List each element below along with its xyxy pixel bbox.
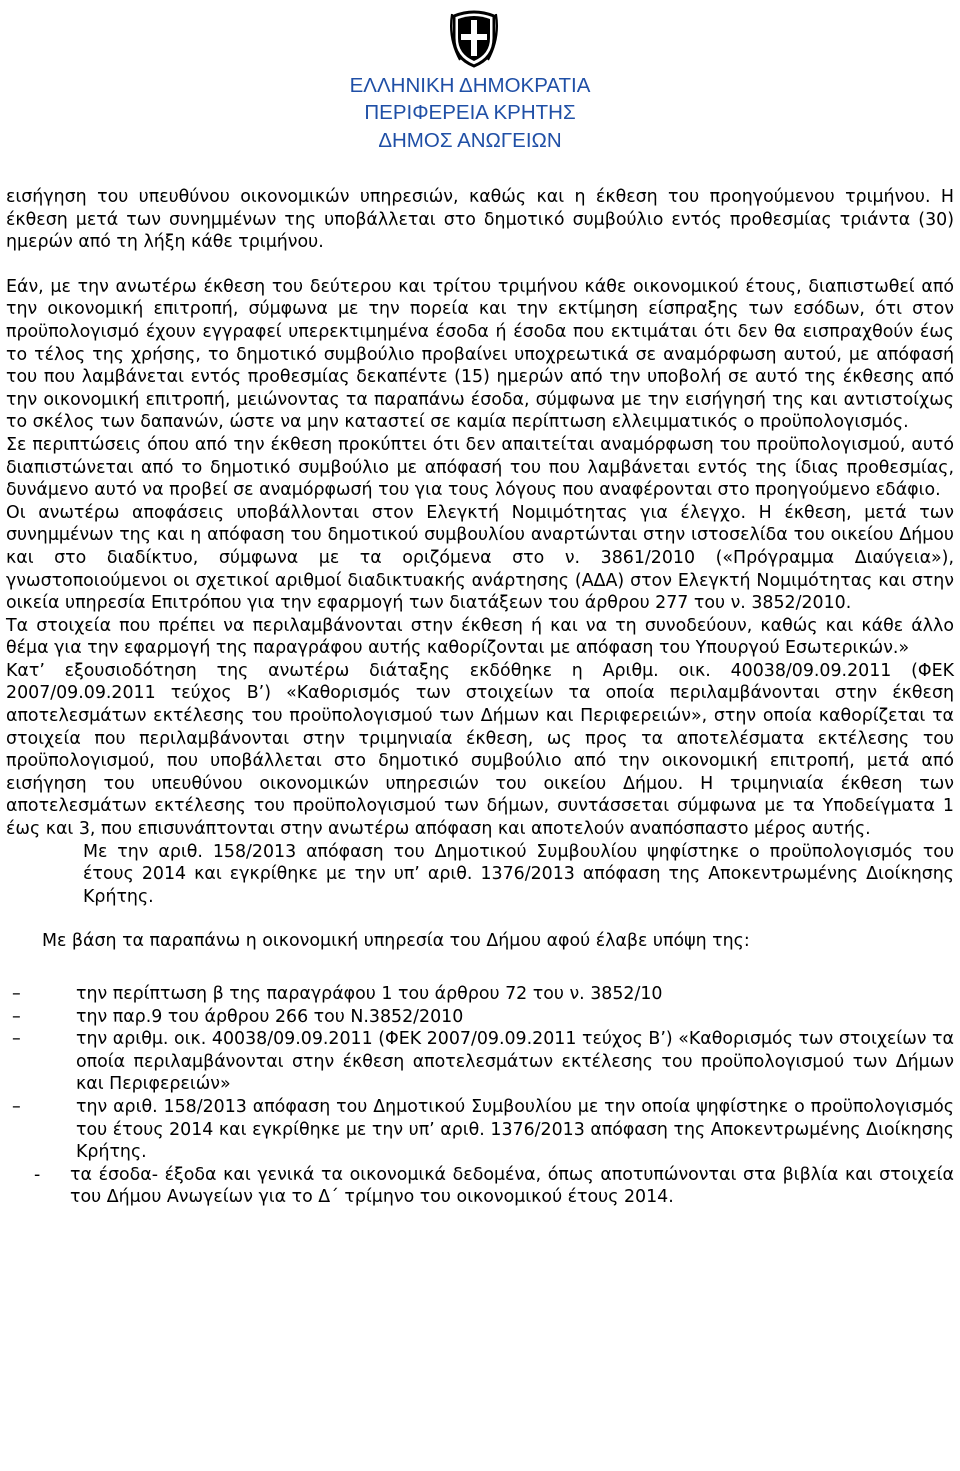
document-body [6, 186, 954, 1209]
list-dash: – [12, 1029, 21, 1050]
paragraph: Με βάση τα παραπάνω η οικονομική υπηρεσία του Δήμου αφού έλαβε υπόψη της: [42, 931, 750, 952]
list-dash: – [12, 984, 21, 1004]
header-region: ΠΕΡΙΦΕΡΕΙΑ ΚΡΗΤΗΣ [364, 101, 576, 124]
list-item-text: την αριθμ. οικ. 40038/09.09.2011 (ΦΕΚ 2007/09.09.2011 τεύχος Β’) «Καθορισμός των στοιχείων τα οποία περιλαμβάνονται στην έκθεση αποτελεσμάτων εκτέλεσης του προϋπολογισμού των Δήμων και Περιφερειών» [76, 1029, 954, 1095]
list-item [6, 983, 954, 1006]
paragraph: εισήγηση του υπευθύνου οικονομικών υπηρεσιών, καθώς και η έκθεση του προηγούμενου τριμήνου. Η έκθεση μετά των συνημμένων της υποβάλλεται στο δημοτικό συμβούλιο εντός προθεσμίας τριάντα (30) ημερών από τη λήξη κάθε τριμήνου. [6, 187, 954, 253]
list-dash: – [12, 1096, 21, 1117]
header-country: ΕΛΛΗΝΙΚΗ ΔΗΜΟΚΡΑΤΙΑ [349, 74, 591, 97]
paragraph: Εάν, με την ανωτέρω έκθεση του δεύτερου και τρίτου τριμήνου κάθε οικονομικού έτους, διαπιστωθεί από την οικονομική επιτροπή, σύμφωνα με την πορεία και την εκτίμηση είσπραξης των εσόδων, ότι στον προϋπολογισμό έχουν εγγραφεί υπερεκτιμημένα έσοδα ή έσοδα που εκτιμάται ότι δεν θα εισπραχθούν έως το τέλος της χρήσης, το δημοτικό συμβούλιο προβαίνει υποχρεωτικά σε αναμόρφωση αυτού, με απόφασή του που λαμβάνεται εντός προθεσμίας δεκαπέντε (15) ημερών από την υποβολή σε αυτό της έκθεσης από την οικονομική επιτροπή, μειώνοντας τα παραπάνω έσοδα, σύμφωνα με την εισήγησή της και αντιστοίχως το σκέλος των δαπανών, ώστε να μην καταστεί σε καμία περίπτωση ελλειμματικός ο προϋπολογισμός. [6, 276, 954, 433]
paragraph: Κατ’ εξουσιοδότηση της ανωτέρω διάταξης εκδόθηκε η Αριθμ. οικ. 40038/09.09.2011 (ΦΕΚ 2007/09.09.2011 τεύχος Β’) «Καθορισμός των στοιχείων τα οποία περιλαμβάνονται στην έκθεση αποτελεσμάτων εκτέλεσης του προϋπολογισμού των Δήμων και Περιφερειών», στην οποία καθορίζεται τα στοιχεία που περιλαμβάνονται στην τριμηνιαία έκθεση, ως προς τα αποτελέσματα εκτέλεσης του προϋπολογισμού, που υποβάλλεται στο δημοτικό συμβούλιο από την οικονομική επιτροπή, μετά από εισήγηση του υπευθύνου οικονομικών υπηρεσιών του οικείου Δήμου. Η τριμηνιαία έκθεση των αποτελεσμάτων εκτέλεσης του προϋπολογισμού των δήμων, συντάσσεται σύμφωνα με τα Υποδείγματα 1 έως και 3, που επισυνάπτονται στην ανωτέρω απόφαση και αποτελούν αναπόσπαστο μέρος αυτής. [6, 660, 954, 840]
paragraph: Οι ανωτέρω αποφάσεις υποβάλλονται στον Ελεγκτή Νομιμότητας για έλεγχο. Η έκθεση, μετά των συνημμένων της και η απόφαση του δημοτικού συμβουλίου αναρτώνται στην ιστοσελίδα του οικείου Δήμου και στο διαδίκτυο, σύμφωνα με τα οριζόμενα στο ν. 3861/2010 («Πρόγραμμα Διαύγεια»), γνωστοποιούμενοι οι σχετικοί αριθμοί διαδικτυακής ανάρτησης (ΑΔΑ) στον Ελεγκτή Νομιμότητας και στην οικεία υπηρεσία Επιτρόπου για την εφαρμογή των διατάξεων του άρθρου 277 του ν. 3852/2010. [6, 502, 954, 614]
list-item [6, 1164, 954, 1209]
list-item [6, 1006, 954, 1029]
greek-coat-of-arms-icon [450, 8, 498, 68]
list-item [6, 1096, 954, 1164]
considerations-list [6, 983, 954, 1209]
list-item-text: τα έσοδα- έξοδα και γενικά τα οικονομικά δεδομένα, όπως αποτυπώνονται στα βιβλία και στοιχεία του Δήμου Ανωγείων για το Δ΄ τρίμηνο του οικονομικού έτους 2014. [70, 1164, 954, 1208]
list-dash: - [34, 1164, 41, 1185]
list-dash: – [12, 1006, 21, 1027]
list-item-text: την παρ.9 του άρθρου 266 του Ν.3852/2010 [76, 1006, 464, 1027]
letterhead [0, 0, 960, 160]
paragraph: Τα στοιχεία που πρέπει να περιλαμβάνονται στην έκθεση ή και να τη συνοδεύουν, καθώς και κάθε άλλο θέμα για την εφαρμογή της παραγράφου αυτής καθορίζονται με απόφαση του Υπουργού Εσωτερικών.» [6, 615, 954, 659]
list-item-text: την περίπτωση β της παραγράφου 1 του άρθρου 72 του ν. 3852/10 [76, 984, 663, 1004]
list-item-text: την αριθ. 158/2013 απόφαση του Δημοτικού Συμβουλίου με την οποία ψηφίστηκε ο προϋπολογισμός του έτους 2014 και εγκρίθηκε με την υπ’ αριθ. 1376/2013 απόφαση της Αποκεντρωμένης Διοίκησης Κρήτης. [76, 1096, 954, 1163]
header-municipality: ΔΗΜΟΣ ΑΝΩΓΕΙΩΝ [378, 129, 562, 152]
paragraph: Με την αριθ. 158/2013 απόφαση του Δημοτικού Συμβουλίου ψηφίστηκε ο προϋπολογισμός του έτους 2014 και εγκρίθηκε με την υπ’ αριθ. 1376/2013 απόφαση της Αποκεντρωμένης Διοίκησης Κρήτης. [83, 841, 954, 907]
list-item [6, 1028, 954, 1096]
paragraph: Σε περιπτώσεις όπου από την έκθεση προκύπτει ότι δεν απαιτείται αναμόρφωση του προϋπολογισμού, αυτό διαπιστώνεται από το δημοτικό συμβούλιο με απόφασή του που λαμβάνεται εντός της ίδιας προθεσμίας, δυνάμενο αυτό να προβεί σε αναμόρφωσή του για τους λόγους που αναφέρονται στο προηγούμενο εδάφιο. [6, 434, 954, 501]
